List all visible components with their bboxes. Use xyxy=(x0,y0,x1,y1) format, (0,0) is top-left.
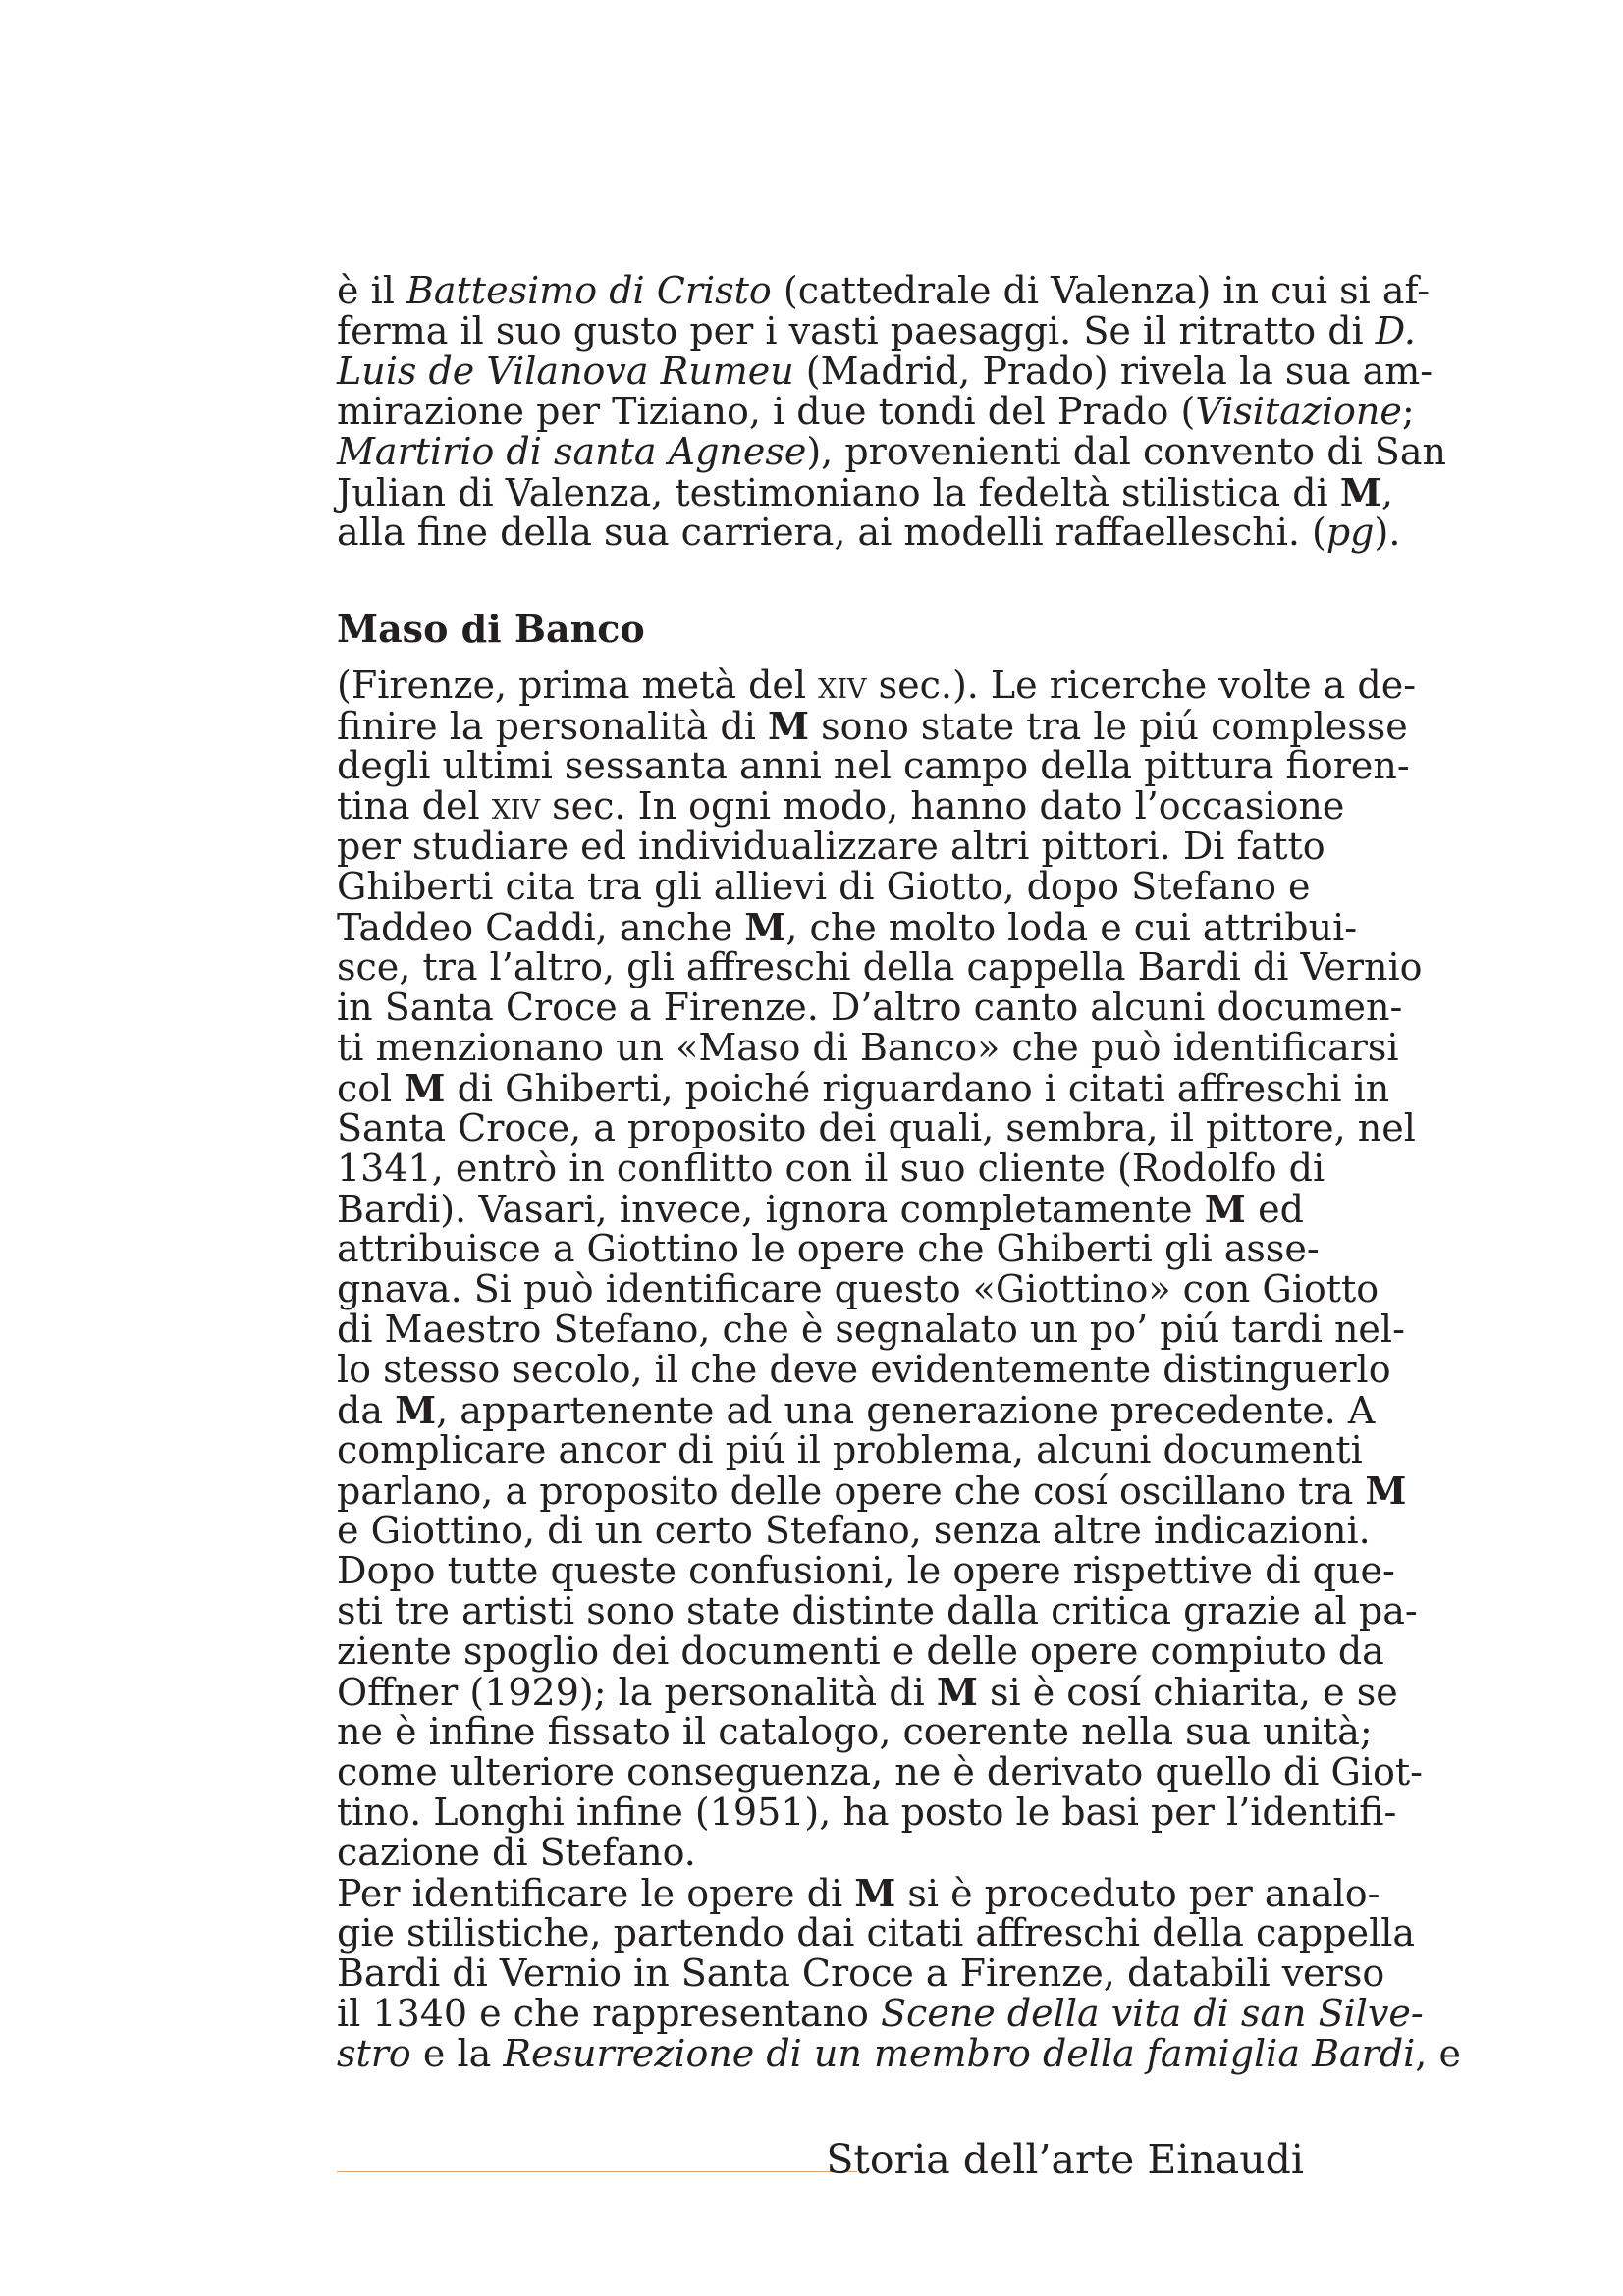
text-run: sti tre artisti sono state distinte dalla critica grazie al pa- xyxy=(337,1589,1418,1632)
italic-title: Visitazione xyxy=(1195,390,1402,433)
text-line xyxy=(337,1629,1384,1673)
entry-abbreviation: M xyxy=(395,1388,437,1432)
text-run: ed xyxy=(1245,1188,1304,1231)
text-run: lo stesso secolo, il che deve evidentemente distinguerlo xyxy=(337,1348,1391,1391)
text-line xyxy=(337,1428,1363,1471)
text-run: gnava. Si può identificare questo «Giottino» con Giotto xyxy=(337,1267,1380,1310)
italic-title: pg xyxy=(1325,510,1375,554)
entry-abbreviation: M xyxy=(1365,1468,1407,1513)
text-line xyxy=(337,1106,1416,1149)
text-line xyxy=(337,986,1403,1029)
italic-title: stro xyxy=(337,2032,411,2075)
entry-abbreviation: M xyxy=(1339,470,1381,514)
text-line xyxy=(337,1911,1416,1954)
text-line xyxy=(337,1388,1376,1432)
text-run: si è cosí chiarita, e se xyxy=(977,1671,1398,1714)
text-line xyxy=(337,1147,1325,1190)
entry-abbreviation: M xyxy=(936,1670,978,1714)
text-run: è il xyxy=(337,269,406,312)
footer-publication-title: Storia dell’arte Einaudi xyxy=(826,2136,1304,2183)
italic-title: Battesimo di Cristo xyxy=(406,269,772,312)
entry-paragraph-1 xyxy=(337,664,1423,1874)
text-run: gie stilistiche, partendo dai citati affreschi della cappella xyxy=(337,1911,1416,1954)
text-run: 1341, entrò in conflitto con il suo cliente (Rodolfo di xyxy=(337,1147,1325,1190)
text-run: mirazione per Tiziano, i due tondi del Prado ( xyxy=(337,390,1196,433)
text-run: , e xyxy=(1415,2032,1461,2075)
italic-title: Luis de Vilanova Rumeu xyxy=(337,349,794,393)
page-footer xyxy=(337,2132,1304,2187)
text-run: , appartenente ad una generazione precedente. A xyxy=(436,1389,1376,1432)
text-line xyxy=(337,309,1416,352)
text-run: ), provenienti dal convento di San xyxy=(806,430,1446,473)
text-run: di Maestro Stefano, che è segnalato un po’ piú tardi nel- xyxy=(337,1308,1405,1351)
text-run: il 1340 e che rappresentano xyxy=(337,1992,882,2035)
text-run: e la xyxy=(410,2032,504,2075)
entry-abbreviation: M xyxy=(767,704,810,748)
text-line xyxy=(337,1670,1398,1714)
text-line xyxy=(337,945,1423,988)
previous-entry-tail xyxy=(337,269,1446,554)
roman-numeral: xiv xyxy=(818,664,867,707)
text-line xyxy=(337,1066,1390,1110)
text-run: tina del xyxy=(337,784,492,828)
text-run: (cattedrale di Valenza) in cui si af- xyxy=(771,269,1431,312)
text-line xyxy=(337,349,1434,393)
footer-rule xyxy=(337,2171,857,2172)
text-line xyxy=(337,704,1408,748)
entry-abbreviation: M xyxy=(1204,1187,1246,1231)
text-run: ti menzionano un «Maso di Banco» che può identificarsi xyxy=(337,1026,1399,1069)
italic-title: D. xyxy=(1375,309,1416,352)
text-line xyxy=(337,1509,1371,1552)
text-line xyxy=(337,1710,1373,1753)
text-run: Offner (1929); la personalità di xyxy=(337,1671,937,1714)
text-run: alla fine della sua carriera, ai modelli raffaelleschi. ( xyxy=(337,510,1326,554)
text-run: di Ghiberti, poiché riguardano i citati affreschi in xyxy=(445,1067,1390,1110)
text-line xyxy=(337,1227,1320,1270)
text-line xyxy=(337,1549,1395,1592)
text-run: cazione di Stefano. xyxy=(337,1831,696,1874)
text-line xyxy=(337,269,1431,312)
text-line xyxy=(337,1871,1380,1915)
text-run: col xyxy=(337,1067,405,1110)
text-run: tino. Longhi infine (1951), ha posto le basi per l’identifi- xyxy=(337,1790,1397,1834)
text-line xyxy=(337,744,1410,787)
text-line xyxy=(337,510,1401,554)
text-run: complicare ancor di piú il problema, alcuni documenti xyxy=(337,1428,1363,1471)
text-line xyxy=(337,865,1311,908)
text-line xyxy=(337,390,1415,433)
entry-abbreviation: M xyxy=(854,1871,896,1915)
text-line xyxy=(337,1790,1397,1834)
text-line xyxy=(337,1951,1385,1995)
text-line xyxy=(337,784,1345,828)
text-line xyxy=(337,664,1417,707)
text-run: , che molto loda e cui attribui- xyxy=(785,906,1358,949)
text-run: si è proceduto per analo- xyxy=(895,1872,1380,1915)
text-line xyxy=(337,1589,1418,1632)
italic-title: Scene della vita di san Silve- xyxy=(881,1992,1424,2035)
text-line xyxy=(337,1026,1399,1069)
entry-abbreviation: M xyxy=(744,905,786,949)
text-run: (Madrid, Prado) rivela la sua am- xyxy=(793,349,1434,393)
text-run: Santa Croce, a proposito dei quali, sembra, il pittore, nel xyxy=(337,1106,1416,1149)
text-run: per studiare ed individualizzare altri pittori. Di fatto xyxy=(337,825,1325,868)
text-line xyxy=(337,825,1325,868)
text-line xyxy=(337,1189,1304,1229)
text-line xyxy=(337,470,1393,514)
roman-numeral: xiv xyxy=(491,784,541,828)
text-run: Dopo tutte queste confusioni, le opere rispettive di que- xyxy=(337,1549,1395,1592)
text-line xyxy=(337,1308,1405,1351)
text-run: ; xyxy=(1401,390,1415,433)
entry-title: Maso di Banco xyxy=(337,607,645,651)
text-run: (Firenze, prima metà del xyxy=(337,664,819,707)
text-run: come ulteriore conseguenza, ne è derivato quello di Giot- xyxy=(337,1750,1423,1793)
text-run: e Giottino, di un certo Stefano, senza altre indicazioni. xyxy=(337,1509,1371,1552)
entry-abbreviation: M xyxy=(404,1066,446,1110)
text-run: ne è infine fissato il catalogo, coerente nella sua unità; xyxy=(337,1710,1373,1753)
text-run: ). xyxy=(1374,510,1401,554)
text-run: Ghiberti cita tra gli allievi di Giotto, dopo Stefano e xyxy=(337,865,1311,908)
text-run: attribuisce a Giottino le opere che Ghiberti gli asse- xyxy=(337,1227,1320,1270)
text-run: ferma il suo gusto per i vasti paesaggi. Se il ritratto di xyxy=(337,309,1376,352)
text-run: da xyxy=(337,1389,396,1432)
text-run: degli ultimi sessanta anni nel campo della pittura fioren- xyxy=(337,744,1410,787)
text-run: sce, tra l’altro, gli affreschi della cappella Bardi di Vernio xyxy=(337,945,1423,988)
text-line xyxy=(337,1833,1304,1873)
text-run: Bardi). Vasari, invece, ignora completamente xyxy=(337,1188,1205,1231)
text-run: sec. In ogni modo, hanno dato l’occasione xyxy=(540,784,1345,828)
text-run: Per identificare le opere di xyxy=(337,1872,855,1915)
text-line xyxy=(337,1267,1380,1310)
text-run: finire la personalità di xyxy=(337,705,768,748)
text-run: Julian di Valenza, testimoniano la fedeltà stilistica di xyxy=(337,471,1340,514)
text-line xyxy=(337,1992,1424,2035)
text-run: ziente spoglio dei documenti e delle opere compiuto da xyxy=(337,1629,1384,1673)
text-run: Taddeo Caddi, anche xyxy=(337,906,745,949)
text-line xyxy=(337,1468,1407,1513)
text-run: sec.). Le ricerche volte a de- xyxy=(866,664,1417,707)
italic-title: Martirio di santa Agnese xyxy=(337,430,807,473)
text-run: in Santa Croce a Firenze. D’altro canto alcuni documen- xyxy=(337,986,1403,1029)
text-line xyxy=(337,430,1446,473)
text-run: , xyxy=(1380,471,1393,514)
text-line xyxy=(337,905,1358,949)
text-column xyxy=(337,269,1461,2075)
text-line xyxy=(337,2032,1461,2075)
text-run: parlano, a proposito delle opere che cosí oscillano tra xyxy=(337,1469,1366,1513)
text-run: sono state tra le piú complesse xyxy=(809,705,1408,748)
text-line xyxy=(337,1348,1391,1391)
entry-paragraph-2 xyxy=(337,1871,1461,2075)
text-line xyxy=(337,1750,1423,1793)
italic-title: Resurrezione di un membro della famiglia Bardi xyxy=(503,2032,1416,2075)
text-run: Bardi di Vernio in Santa Croce a Firenze, databili verso xyxy=(337,1951,1385,1995)
